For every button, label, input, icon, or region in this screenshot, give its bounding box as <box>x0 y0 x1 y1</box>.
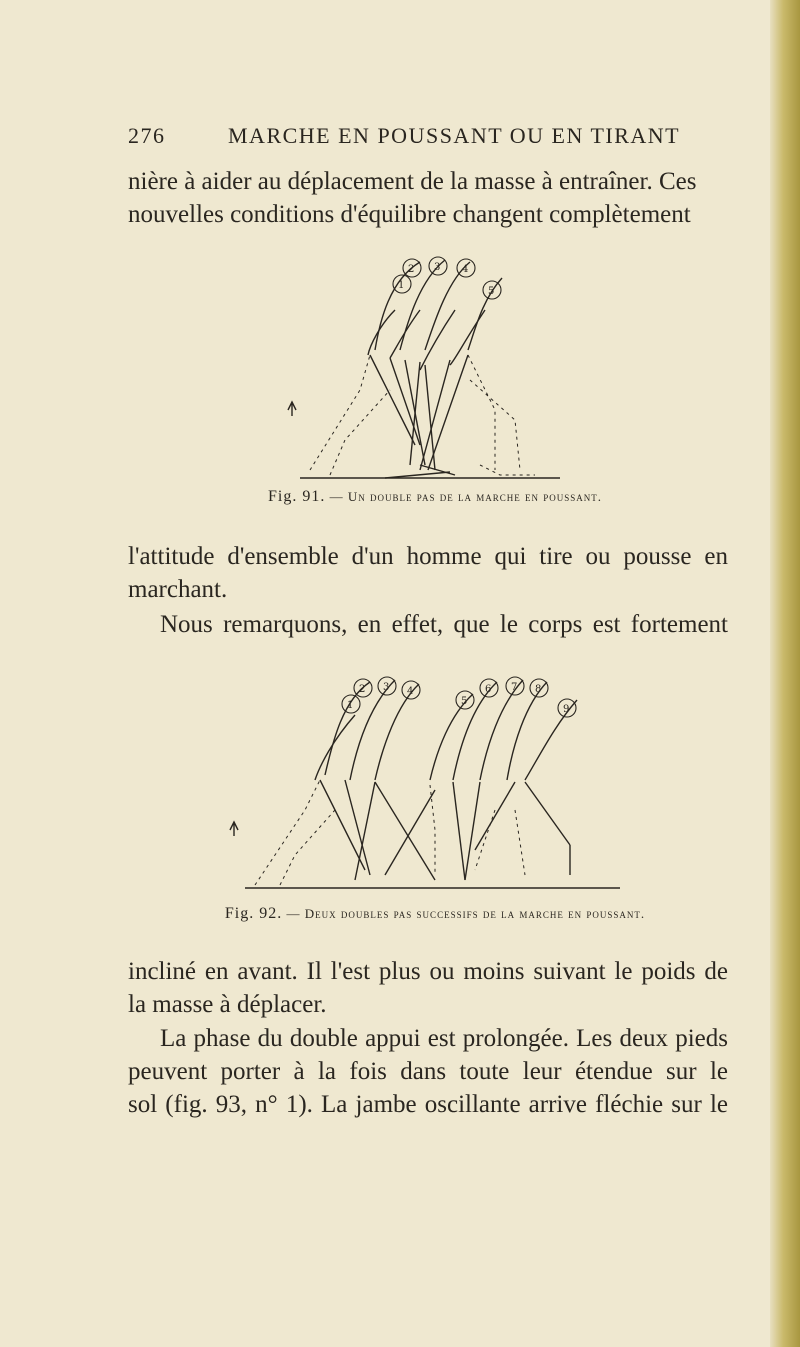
paragraph-5 <box>128 1022 728 1121</box>
paragraph-3 <box>128 608 728 641</box>
figure-92-number: Fig. 92. <box>224 905 283 922</box>
text-line: sol (fig. 93, n° 1). La jambe oscillante arrive fléchie sur le <box>128 1091 728 1118</box>
text-line: incliné en avant. Il l'est plus ou moins suivant le poids de <box>128 958 728 985</box>
paragraph-4 <box>128 955 728 1021</box>
figure-91-number: Fig. 91. <box>268 488 326 505</box>
figure-91-label: 5 <box>488 286 495 297</box>
figure-92-label: 8 <box>535 684 542 695</box>
figure-91-label: 4 <box>462 264 469 275</box>
text-line: marchant. <box>128 576 228 603</box>
text-line: La phase du double appui est prolongée. Les deux pieds <box>160 1025 728 1052</box>
running-title: MARCHE EN POUSSANT OU EN TIRANT <box>228 123 681 148</box>
figure-92-label: 5 <box>461 696 468 707</box>
figure-91-label: 3 <box>434 262 441 273</box>
text-line: peuvent porter à la fois dans toute leur étendue sur le <box>128 1058 728 1085</box>
text-line: l'attitude d'ensemble d'un homme qui tire ou pousse en <box>128 543 728 570</box>
figure-92-caption-text: — Deux doubles pas successifs de la marche en poussant. <box>286 906 646 921</box>
figure-91-caption <box>135 488 735 506</box>
figure-92-caption <box>135 905 735 923</box>
figure-92-label: 9 <box>563 704 570 715</box>
text-line: la masse à déplacer. <box>128 991 327 1018</box>
running-header <box>128 123 688 153</box>
paragraph-1 <box>128 165 728 231</box>
figure-92-label: 3 <box>383 682 390 693</box>
figure-92-label: 7 <box>511 682 518 693</box>
text-line: nière à aider au déplacement de la masse à entraîner. Ces <box>128 168 697 195</box>
figure-92-label: 1 <box>347 700 354 711</box>
figure-91-caption-text: — Un double pas de la marche en poussant. <box>329 489 602 504</box>
figure-92-label: 6 <box>485 684 492 695</box>
page-edge <box>770 0 800 1347</box>
text-line: nouvelles conditions d'équilibre changent complètement <box>128 201 691 228</box>
figure-91-illustration <box>270 250 570 485</box>
page-number: 276 <box>128 123 166 148</box>
figure-91-label: 2 <box>408 264 415 275</box>
figure-92-illustration <box>225 670 625 895</box>
figure-91-label: 1 <box>398 280 405 291</box>
text-line: Nous remarquons, en effet, que le corps est fortement <box>160 611 728 638</box>
figure-92-label: 2 <box>359 684 366 695</box>
paragraph-2 <box>128 540 728 606</box>
figure-92-label: 4 <box>407 686 414 697</box>
